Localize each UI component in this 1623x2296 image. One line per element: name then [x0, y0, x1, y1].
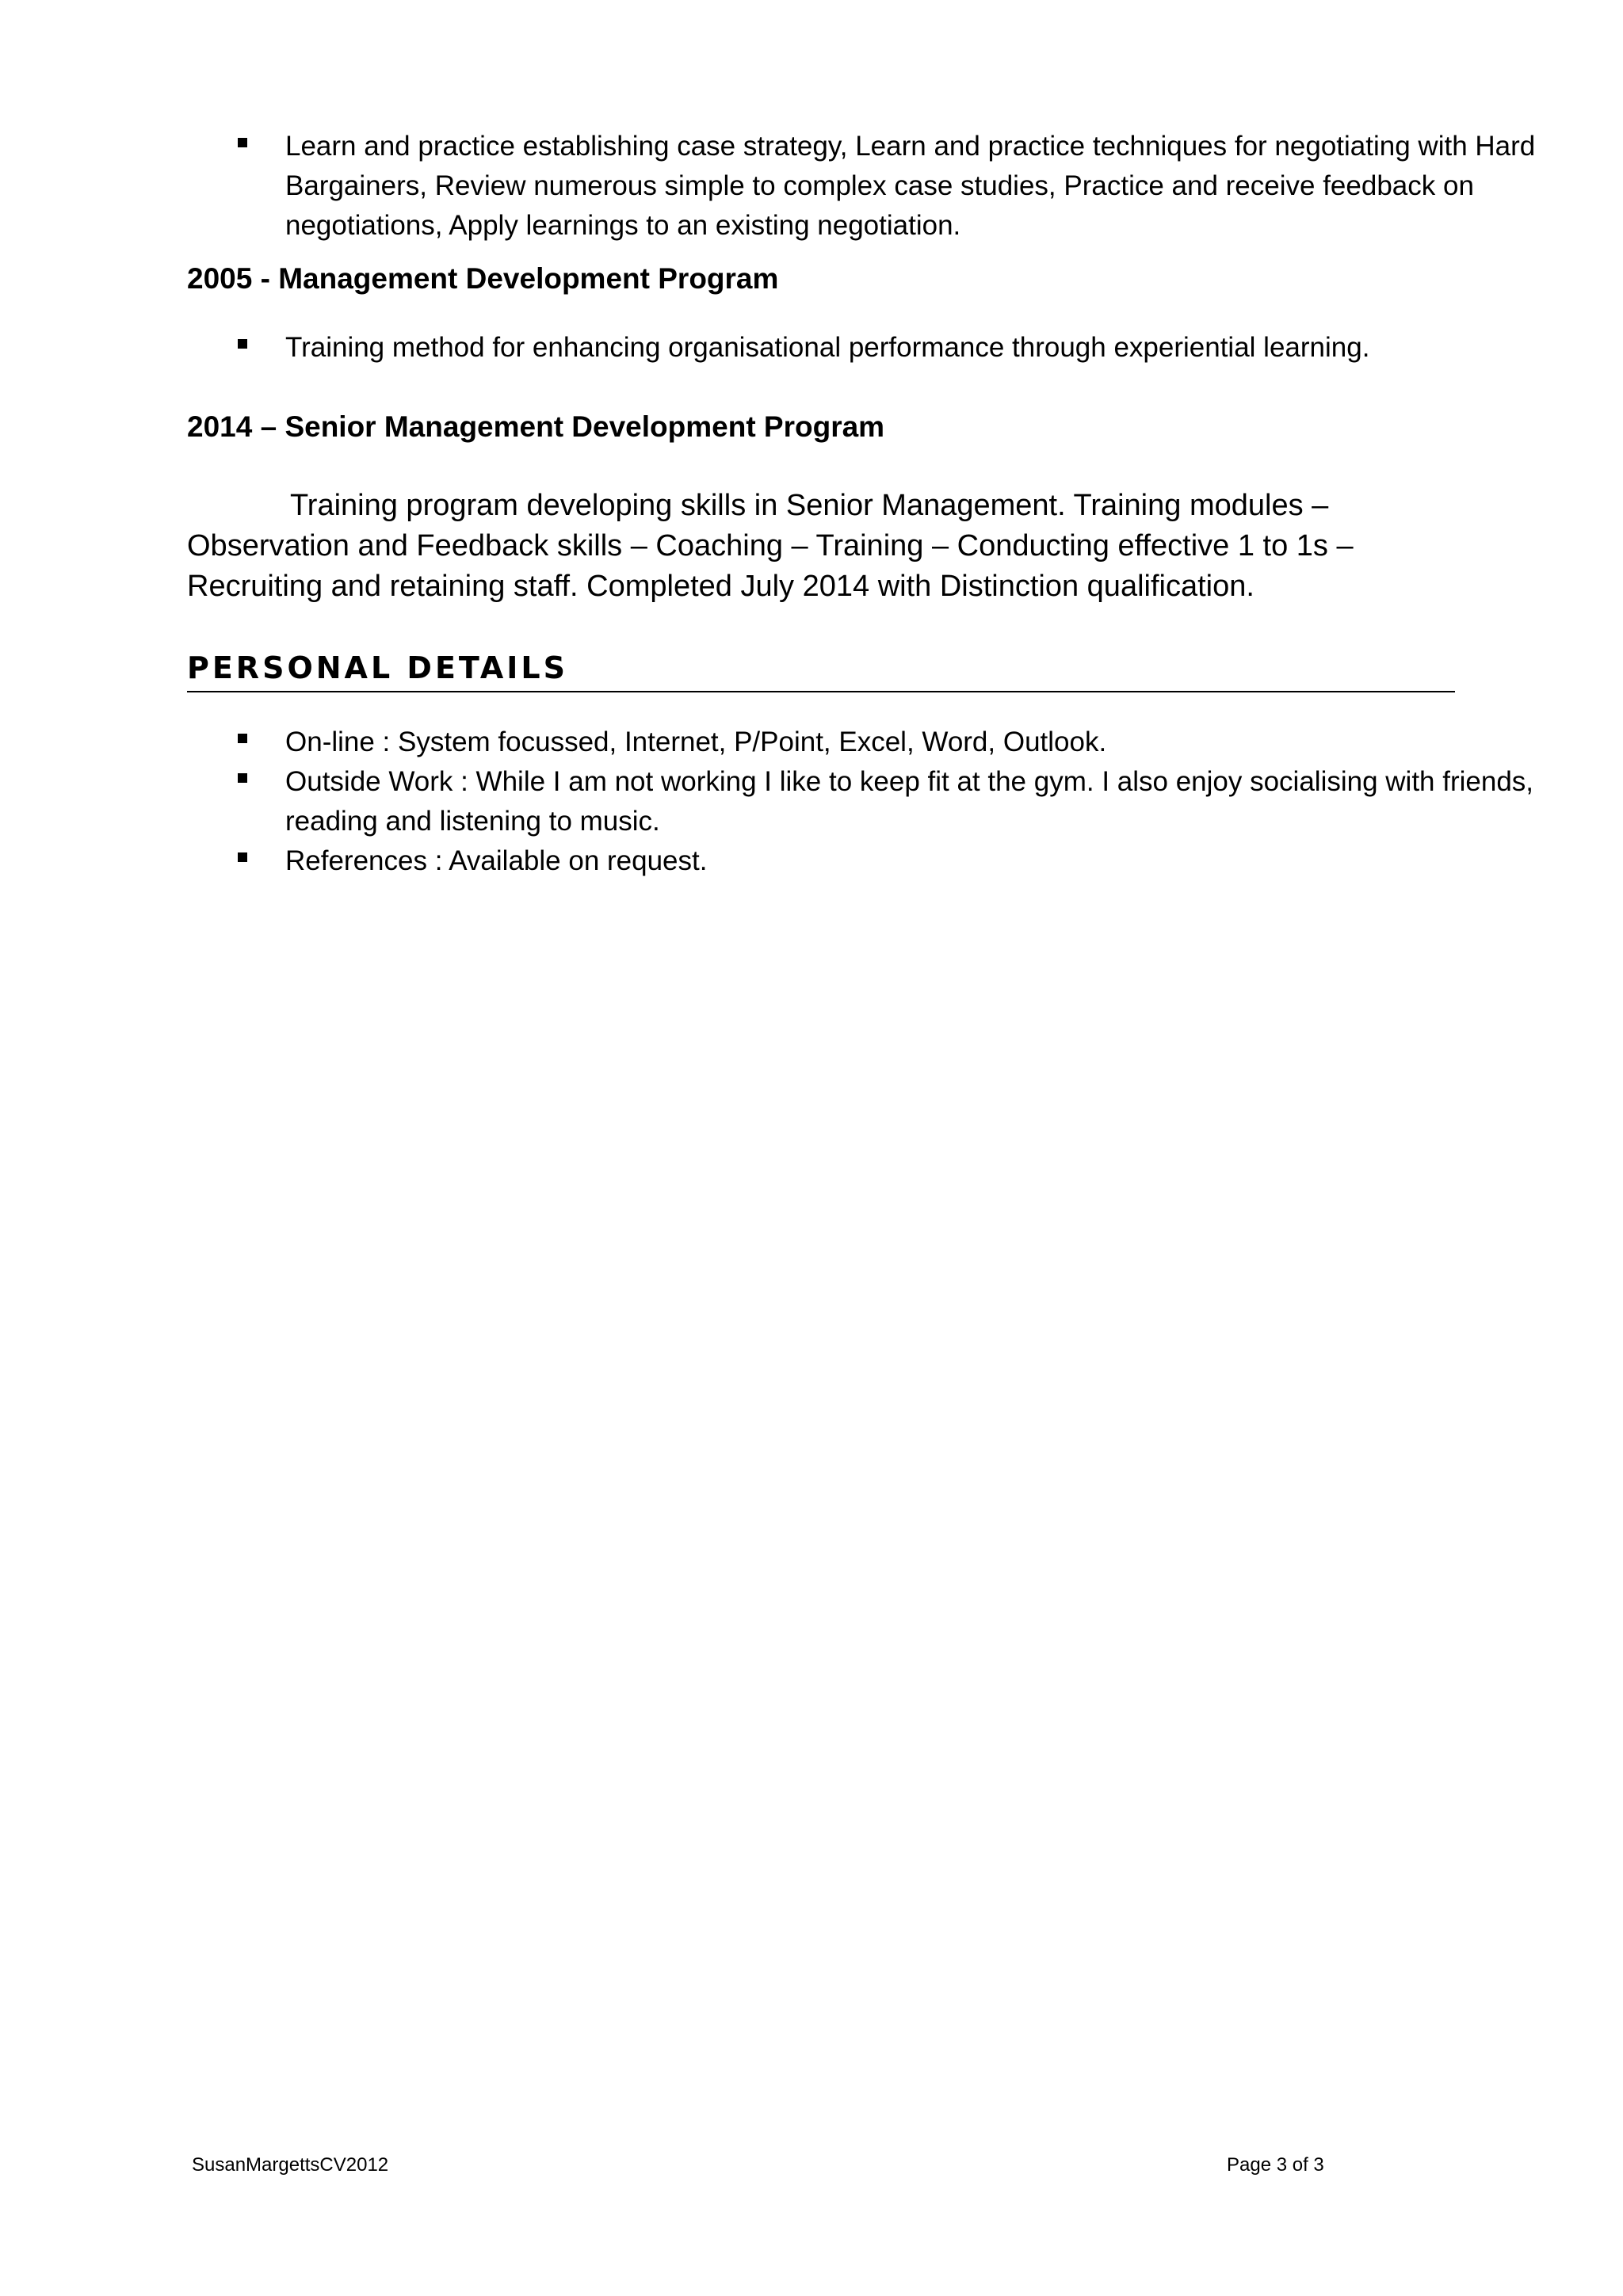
- bullet-square-icon: [238, 852, 247, 862]
- footer-filename: SusanMargettsCV2012: [192, 2154, 389, 2176]
- mdp-heading: 2005 - Management Development Program: [187, 262, 779, 295]
- bullet-square-icon: [238, 339, 247, 349]
- smdp-heading: 2014 – Senior Management Development Program: [187, 410, 885, 443]
- personal-detail-text: Outside Work : While I am not working I like to keep fit at the gym. I also enjoy socialising with friends, reading and listening to music.: [285, 766, 1534, 837]
- personal-detail-item: [238, 762, 1537, 841]
- personal-detail-item: [238, 723, 1537, 762]
- personal-details-title: PERSONAL DETAILS: [187, 650, 568, 685]
- personal-detail-text: References : Available on request.: [285, 845, 708, 876]
- smdp-paragraph: Training program developing skills in Senior Management. Training modules – Observation and Feedback skills – Coaching – Training – Conducting effective 1 to 1s – Recruiting and retaining staff. Completed July 2014 with Distinction qualification.: [187, 489, 1354, 603]
- section-divider: [187, 691, 1455, 692]
- personal-detail-item: [238, 841, 1537, 881]
- negotiation-bullet: [238, 127, 1537, 246]
- negotiation-bullet-text: Learn and practice establishing case strategy, Learn and practice techniques for negotiating with Hard Bargainers, Review numerous simple to complex case studies, Practice and receive feedback on negotiations, Apply learnings to an existing negotiation.: [285, 131, 1536, 241]
- mdp-bullet-text: Training method for enhancing organisational performance through experiential learning.: [285, 332, 1370, 363]
- bullet-square-icon: [238, 734, 247, 743]
- bullet-square-icon: [238, 773, 247, 783]
- personal-detail-text: On-line : System focussed, Internet, P/Point, Excel, Word, Outlook.: [285, 727, 1107, 757]
- bullet-square-icon: [238, 138, 247, 147]
- footer-page-number: Page 3 of 3: [1227, 2154, 1324, 2176]
- mdp-bullet: [238, 328, 1537, 368]
